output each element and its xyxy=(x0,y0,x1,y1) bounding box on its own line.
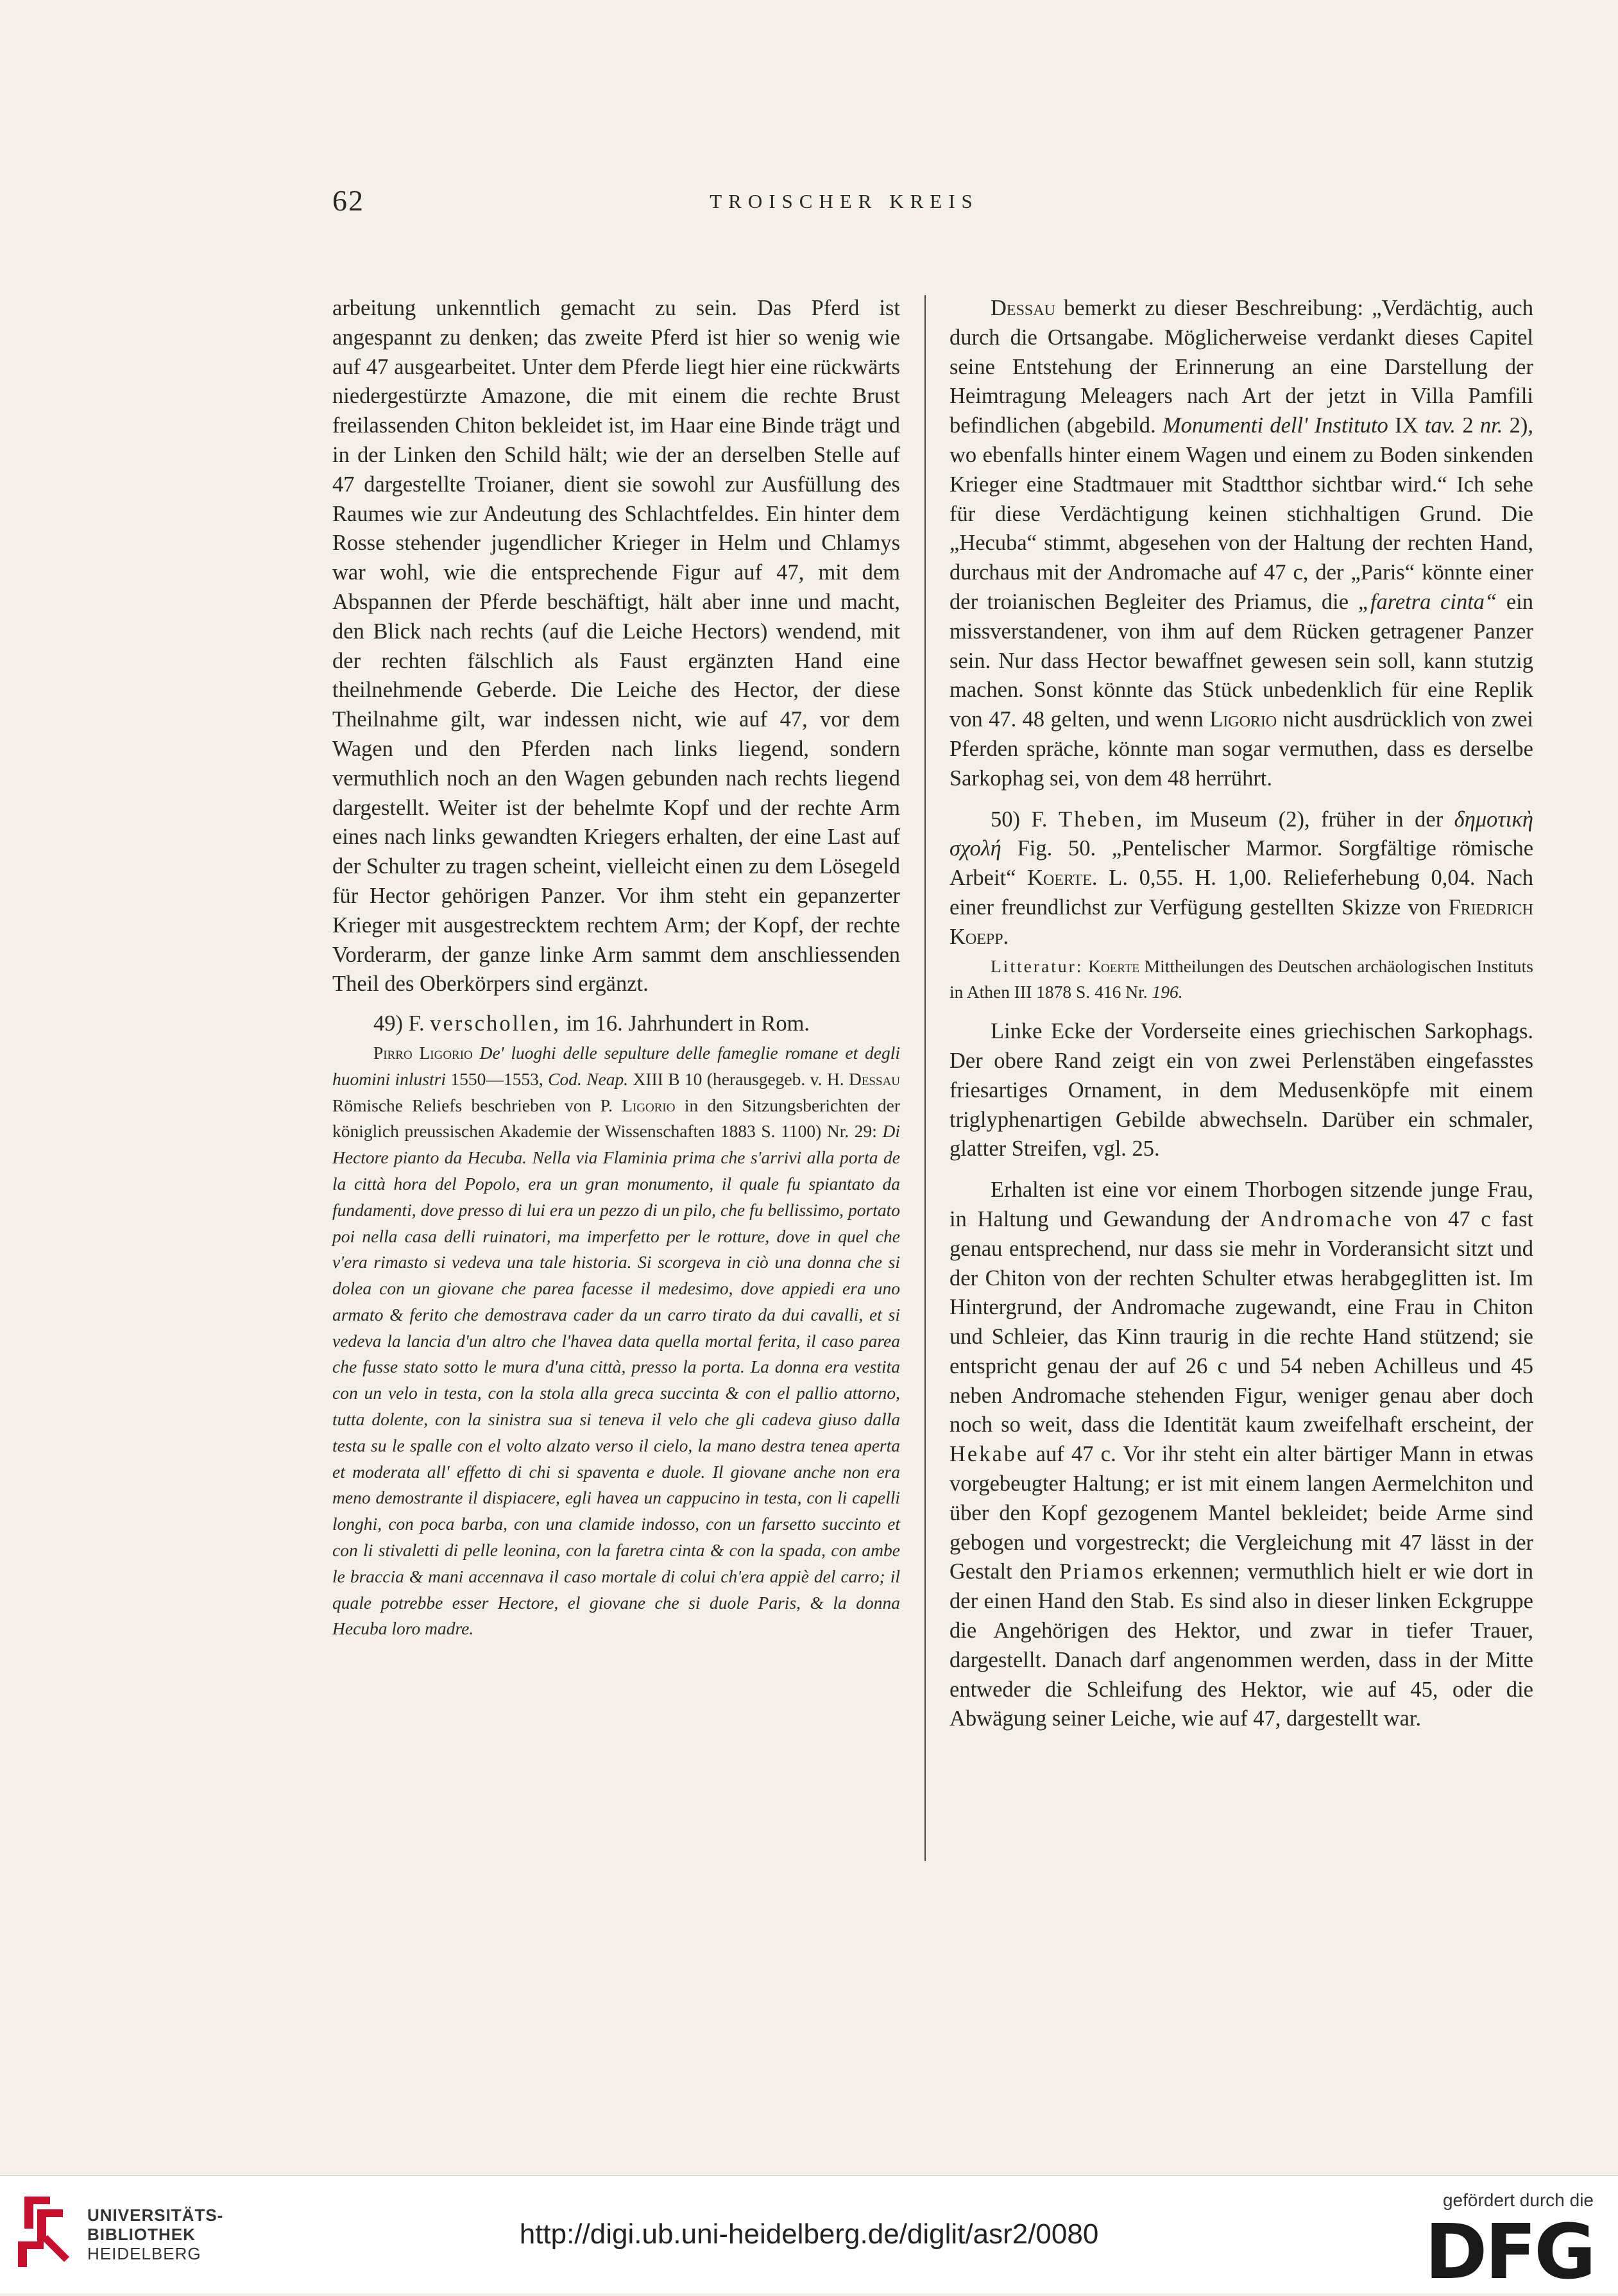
viewer-footer xyxy=(0,2175,1618,2296)
paragraph: Erhalten ist eine vor einem Thorbogen sitzende junge Frau, in Haltung und Gewandung der Andromache von 47 c fast genau entsprechend, nur dass sie mehr in Vorderansicht sitzt und der Chiton von der rechten Schulter etwas herabgeglitten ist. Im Hintergrund, der Andromache zugewandt, eine Frau in Chiton und Schleier, das Kinn traurig in die rechte Hand stützend; sie entspricht genau der auf 26 c und 54 neben Achilleus und 45 neben Andromache stehenden Figur, weniger genau aber doch noch so weit, dass die Identität kaum zweifelhaft erscheint, der Hekabe auf 47 c. Vor ihr steht ein alter bärtiger Mann in etwas vorgebeugter Haltung; er ist mit einem langen Aermelchiton und über den Kopf gezogenem Mantel bekleidet; beide Arme sind gebogen und vorgestreckt; die Vergleichung mit 47 lässt in der Gestalt den Priamos erkennen; vermuthlich hielt er wie dort in der einen Hand den Stab. Es sind also in dieser linken Eckgruppe die Angehörigen des Hektor, und zwar in tiefer Trauer, dargestellt. Danach darf angenommen werden, dass in der Mitte entweder die Schleifung des Hektor, wie auf 45, oder die Abwägung seiner Leiche, wie auf 47, dargestellt war. xyxy=(950,1178,1534,1731)
dfg-logo-icon[interactable]: DFG xyxy=(1424,2207,1594,2296)
catalogue-entry-49: 49) F. verschollen, im 16. Jahrhundert in Rom. xyxy=(373,1011,810,1036)
right-column xyxy=(950,294,1533,1734)
reference-note: Pirro Ligorio De' luoghi delle sepulture delle fameglie romane et degli huomini inlustri 1550—1553, Cod. Neap. XIII B 10 (herausgegeb. v. H. Dessau Römische Reliefs beschrieben von P. Ligorio in den Sitzungsberichten der königlich preussischen Akademie der Wissenschaften 1883 S. 1100) Nr. 29: Di Hectore pianto da Hecuba. Nella via Flaminia prima che s'arrivi alla porta de la città hora del Popolo, era un gran monumento, il quale fu spiantato da fundamenti, dove presso di lui era un pezzo di un pilo, che fu bellissimo, portato poi nella casa delli ruinatori, ma imperfetto per le rotture, dove in quel che v'era rimasto si vedeva una tale historia. Si scorgeva in ciò una donna che si dolea con un giovane che parea facesse il medesimo, dove appiedi era uno armato & ferito che demostrava cader da un carro tirato da dui cavalli, et si vedeva la lancia d'un altro che l'havea data quella mortal ferita, il caso parea che fusse stato sotto le mura d'una città, presso la porta. La donna era vestita con un velo in testa, con la stola alla greca succinta & con el pallio attorno, tutta dolente, con la sinistra sua si teneva il velo che gli cadeva giuso dalla testa su le spalle con el volto alzato verso il cielo, la mano destra tenea aperta et moderata all' effetto di chi si spaventa e duole. Il giovane anche non era meno demostrante il dispiacere, egli havea un cappucino in testa, con li capelli longhi, con poca barba, con una clamide indosso, con un farsetto succinto et con li stivaletti di pelle leonina, con la faretra cinta & con la spada, con ambe le braccia & mani accennava il caso mortale di colui ch'era appiè del carro; il quale potrebbe esser Hectore, el giovane che si duole Paris, & la donna Hecuba loro madre. xyxy=(332,1042,901,1639)
permalink-url[interactable]: http://digi.ub.uni-heidelberg.de/diglit/asr2/0080 xyxy=(519,2218,1099,2250)
library-name: UNIVERSITÄTS- BIBLIOTHEK HEIDELBERG xyxy=(87,2206,224,2263)
paragraph: arbeitung unkenntlich gemacht zu sein. Das Pferd ist angespannt zu denken; das zweite Pferd ist hier so wenig wie auf 47 ausgearbeitet. Unter dem Pferde liegt hier eine rückwärts niedergestürzte Amazone, die mit einem die rechte Brust freilassenden Chiton bekleidet ist, im Haar eine Binde trägt und in der Linken den Schild hält; wie der an derselben Stelle auf 47 dargestellte Troianer, dient sie sowohl zur Ausfüllung des Raumes wie zur Andeutung des Schlachtfeldes. Ein hinter dem Rosse stehender jugendlicher Krieger in Helm und Chlamys war wohl, wie die entsprechende Figur auf 47, mit dem Abspannen der Pferde beschäftigt, hält aber inne und macht, den Blick nach rechts (auf die Leiche Hectors) wendend, mit der rechten fälschlich als Faust ergänzten Hand eine theilnehmende Geberde. Die Leiche des Hector, der diese Theilnahme gilt, war indessen nicht, wie auf 47, vor dem Wagen und den Pferden nach links liegend, sondern vermuthlich noch an den Wagen gebunden nach rechts liegend dargestellt. Weiter ist der behelmte Kopf und der rechte Arm eines nach links gewandten Kriegers erhalten, der eine Last auf der Schulter zu tragen scheint, vielleicht einen zu dem Lösegeld für Hector gehörigen Panzer. Vor ihm steht ein gepanzerter Krieger mit ausgestrecktem rechtem Arm; der Kopf, der rechte Vorderarm, der ganze linke Arm sammt dem anschliessenden Theil des Oberkörpers sind ergänzt. xyxy=(332,296,900,997)
catalogue-entry-50: 50) F. Theben, im Museum (2), früher in der δημοτικὴ σχολή Fig. 50. „Pentelischer Marmor. Sorgfältige römische Arbeit“ Koerte. L. 0,55. H. 1,00. Relieferhebung 0,04. Nach einer freundlichst zur Verfügung gestellten Skizze von Friedrich Koepp. xyxy=(950,807,1534,949)
column-rule xyxy=(924,295,926,1861)
literature-note: Litteratur: Koerte Mittheilungen des Deutschen archäologischen Instituts in Athen III 1878 S. 416 Nr. 196. xyxy=(950,955,1533,1002)
running-title: TROISCHER KREIS xyxy=(710,190,979,212)
left-column xyxy=(332,294,900,1642)
paragraph: Dessau bemerkt zu dieser Beschreibung: „Verdächtig, auch durch die Ortsangabe. Möglicherweise verdankt dieses Capitel seine Entstehung der Erinnerung an eine Darstellung der Heimtragung Meleagers nach Art der jetzt in Villa Pamfili befindlichen (abgebild. Monumenti dell' Instituto IX tav. 2 nr. 2), wo ebenfalls hinter einem Wagen und einem zu Boden sinkenden Krieger eine Stadtmauer mit Stadtthor sichtbar wird.“ Ich sehe für diese Verdächtigung keinen stichhaltigen Grund. Die „Hecuba“ stimmt, abgesehen von der Haltung der rechten Hand, durchaus mit der Andromache auf 47 c, der „Paris“ könnte einer der troianischen Begleiter des Priamus, die „faretra cinta“ ein missverstandener, von ihm auf dem Rücken getragener Panzer sein. Nur dass Hector bewaffnet gewesen sein soll, kann stutzig machen. Sonst könnte das Stück unbedenklich für eine Replik von 47. 48 gelten, und wenn Ligorio nicht ausdrücklich von zwei Pferden spräche, könnte man sogar vermuthen, dass es derselbe Sarkophag sei, von dem 48 herrührt. xyxy=(950,296,1534,791)
funding-caption: gefördert durch die xyxy=(1442,2190,1594,2210)
page-number: 62 xyxy=(332,184,364,217)
paragraph: Linke Ecke der Vorderseite eines griechischen Sarkophags. Der obere Rand zeigt ein von zwei Perlenstäben eingefasstes friesartiges Ornament, in dem Medusenköpfe mit einem triglyphenartigen Gebilde abwechseln. Darüber ein schmaler, glatter Streifen, vgl. 25. xyxy=(950,1019,1533,1161)
